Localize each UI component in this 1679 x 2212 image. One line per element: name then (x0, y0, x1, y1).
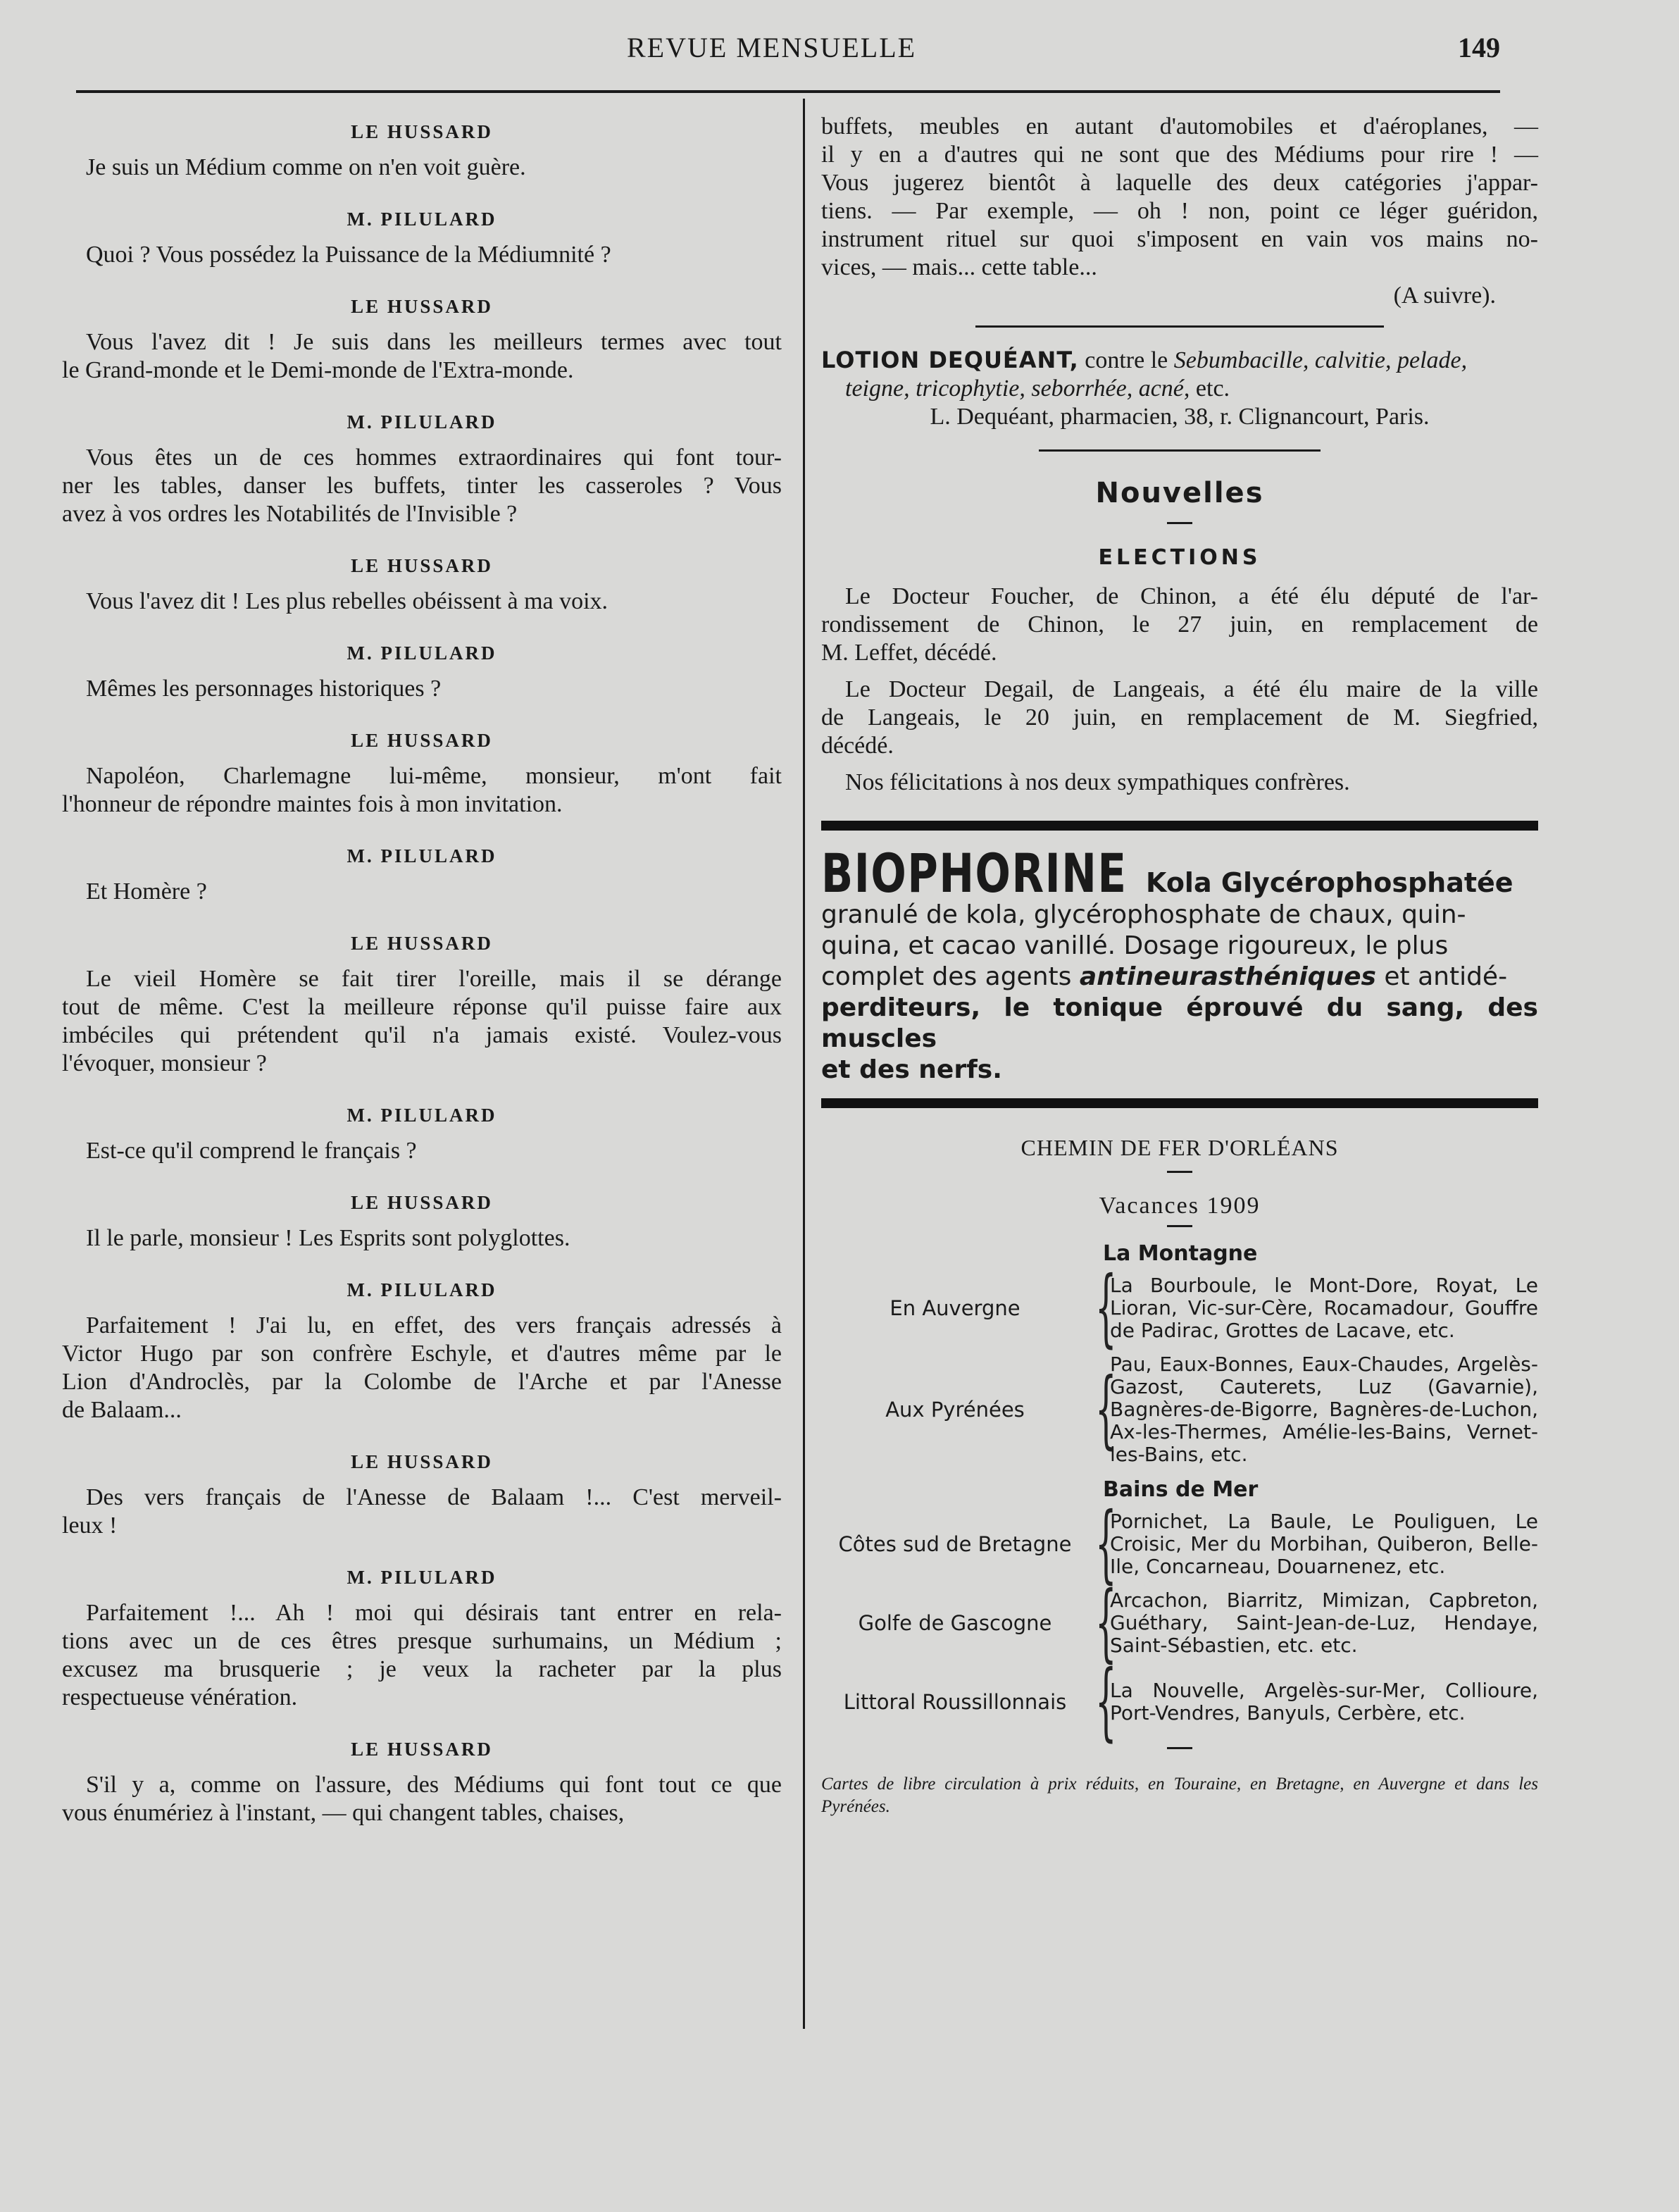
speaker-name: M. PILULARD (347, 1279, 497, 1300)
heavy-rule (821, 821, 1538, 831)
news-line: de Langeais, le 20 juin, en remplacement de M. Siegfried, (821, 704, 1538, 731)
railway-footnote: Cartes de libre circulation à prix réduits, en Touraine, en Bretagne, en Auvergne et dans les Pyrénées. (821, 1775, 1538, 1816)
railway-advert (821, 1135, 1538, 1818)
brace-glyph: { (1095, 1360, 1117, 1458)
speaker-name: LE HUSSARD (351, 296, 493, 317)
page-number: 149 (1458, 32, 1500, 63)
dialogue-line: Lion d'Androclès, par la Colombe de l'Arche et par l'Anesse (62, 1369, 782, 1395)
dialogue-turn (62, 207, 782, 269)
news-line: Nos félicitations à nos deux sympathiques confrères. (845, 769, 1350, 795)
dialogue-line: instrument rituel sur quoi s'imposent en vain vos mains no- (821, 226, 1538, 252)
dialogue-line: imbéciles qui prétendent qu'il n'a jamais existé. Voulez-vous (62, 1022, 782, 1048)
speaker-name: LE HUSSARD (351, 933, 493, 954)
destination-name: Aux Pyrénées (885, 1398, 1025, 1422)
dialogue-line: leux ! (62, 1512, 118, 1539)
dialogue-line: buffets, meubles en autant d'automobiles et d'aéroplanes, — (821, 113, 1538, 139)
dialogue-continuation (821, 113, 1538, 282)
destination-places: Arcachon, Biarritz, Mimizan, Capbreton, Guéthary, Saint-Jean-de-Luz, Hendaye, Saint-Sébastien, etc. etc. (1110, 1589, 1538, 1657)
dialogue-line: il y en a d'autres qui ne sont que des Médiums pour rire ! — (821, 142, 1538, 168)
dialogue-line: Quoi ? Vous possédez la Puissance de la Médiumnité ? (86, 242, 611, 268)
biophorine-text: perditeurs, le tonique éprouvé du sang, des muscles (821, 993, 1538, 1053)
destination-name: Littoral Roussillonnais (843, 1690, 1067, 1714)
dialogue-turn (62, 1103, 782, 1165)
news-line: Le Docteur Degail, de Langeais, a été élu maire de la ville (845, 676, 1538, 702)
to-be-continued: (A suivre). (1393, 282, 1496, 309)
lotion-advert (821, 346, 1538, 431)
dialogue-line: de Balaam... (62, 1397, 182, 1423)
dialogue-line: Je suis un Médium comme on n'en voit guère. (86, 154, 526, 180)
dialogue-column (62, 120, 782, 1853)
biophorine-text: et des nerfs. (821, 1055, 1002, 1084)
biophorine-text: quina, et cacao vanillé. Dosage rigoureux, le plus (821, 931, 1449, 960)
brace-glyph: { (1095, 1259, 1117, 1357)
dialogue-line: excusez ma brusquerie ; je veux la racheter par la plus (62, 1656, 782, 1682)
column-rule (803, 99, 805, 2029)
right-column (821, 113, 1538, 1818)
biophorine-tagline: Kola Glycérophosphatée (1146, 867, 1513, 898)
divider (1039, 449, 1321, 452)
speaker-name: LE HUSSARD (351, 555, 493, 576)
brace-glyph: { (1095, 1574, 1117, 1672)
dialogue-line: tiens. — Par exemple, — oh ! non, point ce léger guéridon, (821, 198, 1538, 224)
dialogue-line: respectueuse vénération. (62, 1684, 298, 1710)
running-head (77, 31, 1500, 70)
speaker-name: LE HUSSARD (351, 121, 493, 142)
biophorine-text: granulé de kola, glycérophosphate de chaux, quin- (821, 900, 1466, 929)
dialogue-turn (62, 554, 782, 616)
railway-company: CHEMIN DE FER D'ORLÉANS (1020, 1135, 1339, 1160)
dialogue-line: Napoléon, Charlemagne lui-même, monsieur, m'ont fait (86, 763, 782, 789)
dialogue-line: vices, — mais... cette table... (821, 254, 1097, 280)
destination-name: Côtes sud de Bretagne (838, 1532, 1072, 1556)
dialogue-line: avez à vos ordres les Notabilités de l'Invisible ? (62, 501, 518, 527)
dash (1167, 1747, 1192, 1749)
destination-row (821, 1653, 1538, 1751)
dialogue-line: Vous jugerez bientôt à laquelle des deux catégories j'appar- (821, 170, 1538, 196)
biophorine-advert (821, 842, 1538, 1086)
speaker-name: M. PILULARD (347, 1567, 497, 1588)
speaker-name: M. PILULARD (347, 411, 497, 433)
elections-title: ELECTIONS (1098, 545, 1261, 570)
dash (1167, 1225, 1192, 1227)
dialogue-turn (62, 641, 782, 703)
dialogue-turn (62, 1737, 782, 1827)
journal-title: REVUE MENSUELLE (627, 32, 917, 63)
dialogue-turn (62, 1191, 782, 1253)
destination-row (821, 1574, 1538, 1672)
dialogue-line: Il le parle, monsieur ! Les Esprits sont polyglottes. (86, 1225, 570, 1251)
dialogue-line: Vous l'avez dit ! Je suis dans les meilleurs termes avec tout (86, 329, 782, 355)
dash (1167, 522, 1192, 524)
news-line: rondissement de Chinon, le 27 juin, en remplacement de (821, 611, 1538, 638)
destination-row (821, 1495, 1538, 1593)
dialogue-line: Est-ce qu'il comprend le français ? (86, 1138, 417, 1164)
speaker-name: LE HUSSARD (351, 1451, 493, 1472)
lotion-line-1: LOTION DEQUÉANT, contre le Sebumbacille, calvitie, pelade, (821, 347, 1468, 373)
speaker-name: M. PILULARD (347, 209, 497, 230)
dialogue-line: le Grand-monde et le Demi-monde de l'Extra-monde. (62, 357, 574, 383)
region-heading: Bains de Mer (1103, 1477, 1259, 1502)
news-title: Nouvelles (1095, 477, 1264, 509)
destination-places: Pau, Eaux-Bonnes, Eaux-Chaudes, Argelès-Gazost, Cauterets, Luz (Gavarnie), Bagnères-de-Bigorre, Bagnères-de-Luchon, Ax-les-Thermes, Amélie-les-Bains, Vernet-les-Bains, etc. (1110, 1353, 1538, 1466)
lotion-line-2: teigne, tricophytie, seborrhée, acné, etc. (845, 375, 1230, 402)
dialogue-line: vous énumériez à l'instant, — qui changent tables, chaises, (62, 1800, 625, 1826)
dialogue-line: Vous êtes un de ces hommes extraordinaires qui font tour- (86, 445, 782, 471)
header-rule (76, 90, 1500, 93)
dialogue-line: l'honneur de répondre maintes fois à mon invitation. (62, 791, 563, 817)
dialogue-line: Parfaitement ! J'ai lu, en effet, des vers français adressés à (86, 1312, 782, 1338)
dialogue-line: Mêmes les personnages historiques ? (86, 676, 442, 702)
dialogue-line: S'il y a, comme on l'assure, des Médiums qui font tout ce que (86, 1772, 782, 1798)
destination-places: La Nouvelle, Argelès-sur-Mer, Collioure, Port-Vendres, Banyuls, Cerbère, etc. (1110, 1679, 1538, 1725)
news-line: décédé. (821, 733, 894, 759)
destination-name: Golfe de Gascogne (858, 1611, 1052, 1635)
dialogue-line: Victor Hugo par son confrère Eschyle, et d'autres même par le (62, 1341, 782, 1367)
dialogue-turn (62, 1278, 782, 1424)
lotion-name: LOTION DEQUÉANT, (821, 347, 1079, 373)
heavy-rule (821, 1098, 1538, 1108)
news-paragraph (821, 769, 1538, 797)
news-line: Le Docteur Foucher, de Chinon, a été élu député de l'ar- (845, 583, 1538, 609)
speaker-name: M. PILULARD (347, 845, 497, 866)
dialogue-turn (62, 1450, 782, 1540)
biophorine-brand: BIOPHORINE (821, 842, 1128, 905)
dash (1167, 1171, 1192, 1173)
brace-glyph: { (1095, 1653, 1117, 1751)
region-heading: La Montagne (1103, 1241, 1258, 1266)
speaker-name: LE HUSSARD (351, 1192, 493, 1213)
news-paragraph (821, 583, 1538, 667)
dialogue-turn (62, 294, 782, 385)
dialogue-line: Parfaitement !... Ah ! moi qui désirais tant entrer en rela- (86, 1600, 782, 1626)
brace-glyph: { (1095, 1495, 1117, 1593)
speaker-name: M. PILULARD (347, 1105, 497, 1126)
dialogue-line: ner les tables, danser les buffets, tinter les casseroles ? Vous (62, 473, 782, 499)
speaker-name: M. PILULARD (347, 642, 497, 664)
dialogue-line: tions avec un de ces êtres presque surhumains, un Médium ; (62, 1628, 782, 1654)
dialogue-line: Et Homère ? (86, 878, 207, 905)
dialogue-turn (62, 1565, 782, 1712)
destination-places: Pornichet, La Baule, Le Pouliguen, Le Croisic, Mer du Morbihan, Quiberon, Belle-Ile, Concarneau, Douarnenez, etc. (1110, 1510, 1538, 1578)
railway-season: Vacances 1909 (1099, 1193, 1261, 1219)
destination-name: En Auvergne (890, 1296, 1020, 1320)
news-line: M. Leffet, décédé. (821, 640, 997, 666)
railway-regions (821, 1241, 1538, 1751)
divider (975, 325, 1384, 328)
dialogue-turn (62, 844, 782, 906)
dialogue-line: l'évoquer, monsieur ? (62, 1050, 267, 1076)
destination-places: La Bourboule, le Mont-Dore, Royat, Le Lioran, Vic-sur-Cère, Rocamadour, Gouffre de Padirac, Grottes de Lacave, etc. (1110, 1274, 1538, 1342)
dialogue-line: Le vieil Homère se fait tirer l'oreille, mais il se dérange (86, 966, 782, 992)
dialogue-turn (62, 120, 782, 182)
dialogue-line: tout de même. C'est la meilleure réponse qu'il puisse faire aux (62, 994, 782, 1020)
biophorine-text: complet des agents antineurasthéniques et antidé- (821, 962, 1508, 991)
lotion-address: L. Dequéant, pharmacien, 38, r. Clignancourt, Paris. (930, 404, 1430, 430)
speaker-name: LE HUSSARD (351, 730, 493, 751)
speaker-name: LE HUSSARD (351, 1739, 493, 1760)
dialogue-line: Vous l'avez dit ! Les plus rebelles obéissent à ma voix. (86, 588, 608, 614)
biophorine-headline (821, 842, 1538, 905)
dialogue-turn (62, 728, 782, 819)
destination-row (821, 1353, 1538, 1466)
news-paragraph (821, 676, 1538, 760)
destination-row (821, 1259, 1538, 1357)
dialogue-turn (62, 410, 782, 528)
dialogue-turn (62, 931, 782, 1078)
dialogue-line: Des vers français de l'Anesse de Balaam !... C'est merveil- (86, 1484, 782, 1510)
news-paragraphs (821, 583, 1538, 797)
